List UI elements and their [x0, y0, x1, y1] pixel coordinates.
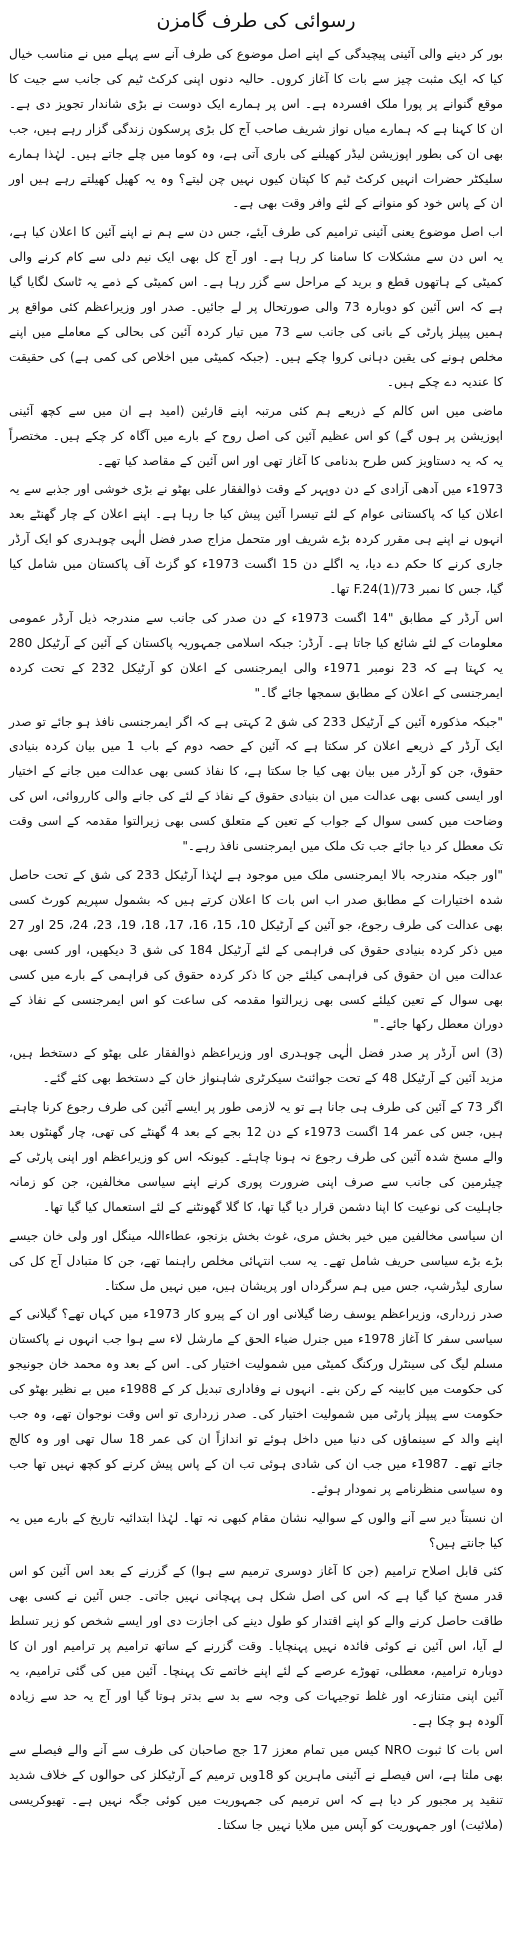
- article-paragraph: صدر زرداری، وزیراعظم یوسف رضا گیلانی اور ان کے پیرو کار 1973ء میں کہاں تھے؟ گیلانی کے سیاسی سفر کا آغاز 1978ء میں جنرل ضیاء الحق کے مارشل لاء سے ہوا جب انہوں نے پاکستان مسلم لیگ کی سینٹرل ورکنگ کمیٹی میں شمولیت اختیار کی۔ اس کے بعد وہ محمد خان جونیجو کی حکومت میں کابینہ کے رکن بنے۔ انہوں نے وفاداری تبدیل کر کے 1988ء میں بے نظیر بھٹو کی حکومت سے پیپلز پارٹی میں شمولیت اختیار کی۔ صدر زرداری تو اس وقت نوجوان تھے، وہ جب اپنے والد کے سینماؤں کی دنیا میں داخل ہوئے تو اندازاً ان کی عمر 18 سال تھی اور وہ کالج جاتے تھے۔ 1987ء میں جب ان کی شادی ہوئی تب ان کے پاس پیش کرنے کو کچھ نہیں تھا جب وہ سیاسی منظرنامے پر نمودار ہوئے۔: [9, 1307, 504, 1496]
- article-paragraph: "اور جبکہ مندرجہ بالا ایمرجنسی ملک میں موجود ہے لہٰذا آرٹیکل 233 کی شق کے تحت حاصل شدہ اختیارات کے مطابق صدر اب اس بات کا اعلان کرتے ہیں کہ بشمول سپریم کورٹ کسی بھی عدالت کی طرف رجوع، جو آئین کے آرٹیکل 10، 15، 16، 17، 18، 19، 23، 24، 25 اور 27 میں ذکر کردہ بنیادی حقوق کی فراہمی کے لئے آرٹیکل 184 کی شق 3 دیکھیں، اور کسی بھی عدالت میں ان حقوق کی فراہمی کیلئے جن کا ذکر کردہ حقوق کی فراہمی کے بارے میں کسی بھی سوال کے تعین کیلئے کسی بھی زیرالتوا مقدمہ کی ساعت کو اس ایمرجنسی کے نفاذ کے دوران معطل رکھا جائے۔": [9, 868, 503, 1032]
- article-paragraph: "جبکہ مذکورہ آئین کے آرٹیکل 233 کی شق 2 کہتی ہے کہ اگر ایمرجنسی نافذ ہو جائے تو صدر ایک آرڈر کے ذریعے اعلان کر سکتا ہے کہ آئین کے حصہ دوم کے باب 1 میں بیان کردہ بنیادی حقوق، جن کو آرڈر میں بیان بھی کیا جا سکتا ہے، کا نفاذ کسی بھی عدالت میں جانے کے اختیار اور ایسی کسی بھی عدالت میں ان بنیادی حقوق کے نفاذ کے لئے کی جانے والی کارروائی، اس کی وضاحت میں کسی سوال کے جواب کے تعین کے متعلق کسی بھی زیرالتوا مقدمہ کے اسی وقت تک معطل کر دیا جائے جب تک ملک میں ایمرجنسی نافذ رہے۔": [9, 714, 503, 854]
- article-paragraph: ماضی میں اس کالم کے ذریعے ہم کئی مرتبہ اپنے قارئین (امید ہے ان میں سے کچھ آئینی اپوزیشن پر ہوں گے) کو اس عظیم آئین کی اصل روح کے بارے میں آگاہ کر چکے ہیں۔ مختصراً یہ کہ یہ دستاویز کس طرح بدنامی کا آغاز تھی اور اس آئین کے مقاصد کیا تھے۔: [9, 403, 503, 468]
- article-paragraph: اس آرڈر کے مطابق "14 اگست 1973ء کے دن صدر کی جانب سے مندرجہ ذیل آرڈر عمومی معلومات کے لئے شائع کیا جاتا ہے۔ آرڈر: جبکہ اسلامی جمہوریہ پاکستان کے آئین کے آرٹیکل 280 یہ کہتا ہے کہ 23 نومبر 1971ء والی ایمرجنسی کے اعلان کو آرٹیکل 232 کے تحت کردہ ایمرجنسی کے اعلان کے مطابق سمجھا جائے گا۔": [9, 610, 503, 700]
- article-paragraph: کئی قابل اصلاح ترامیم (جن کا آغاز دوسری ترمیم سے ہوا) کے گزرنے کے بعد اس آئین کو اس قدر مسخ کیا گیا ہے کہ اس کی اصل شکل ہی پہچانی نہیں جاتی۔ جس آئین نے کسی بھی طاقت حاصل کرنے والے کو اپنے اقتدار کو طول دینے کی اجازت دی اور ایسے شخص کو زیر تسلط لے آیا، اس آئین نے کوئی فائدہ نہیں پہنچایا۔ وقت گزرنے کے ساتھ ترامیم پر ترامیم اور ان کا دوبارہ ترامیم، معطلی، تھوڑے عرصے کے لئے اپنے خاتمے تک پہنچا۔ آئین میں کی گئی ترامیم، یہ آئین اپنی متنازعہ اور غلط توجیہات کی وجہ سے بد سے بدتر ہوتا گیا اور آج یہ حد سے زیادہ آلودہ ہو چکا ہے۔: [9, 1564, 503, 1728]
- article-paragraph: اگر 73 کے آئین کی طرف ہی جانا ہے تو یہ لازمی طور پر ایسے آئین کی طرف رجوع کرنا چاہتے ہیں، جس کی عمر 14 اگست 1973ء کے دن 12 بجے کے بعد 4 گھنٹے کی تھی، چار گھنٹوں بعد والے مسخ شدہ آئین کی طرف رجوع نہ ہونا چاہئے۔ کیونکہ اس کو وزیراعظم اور اپنی پارٹی کے چیئرمین کی جانب سے صرف اپنی ضرورت پوری کرنے اپنے سیاسی مخالفین، جن کو زمانہ جاہلیت کی نوعیت کا اپنا دشمن قرار دیا گیا تھا، کا گلا گھونٹنے کے لئے استعمال کیا گیا تھا۔: [9, 1100, 504, 1214]
- article-body: [9, 42, 503, 1837]
- article-paragraph: ان سیاسی مخالفین میں خیر بخش مری، غوث بخش بزنجو، عطاءاللہ مینگل اور ولی خان جیسے بڑے بڑے سیاسی حریف شامل تھے۔ یہ سب انتہائی مخلص راہنما تھے، جن کا متبادل آج کل کی ساری لیڈرشپ، جس میں ہم سرگرداں اور پریشان ہیں، میں نہیں مل سکتا۔: [9, 1228, 503, 1293]
- article-paragraph: اس بات کا ثبوت NRO کیس میں تمام معزز 17 جج صاحبان کی طرف سے آنے والے فیصلے سے بھی ملتا ہے، اس فیصلے نے آئینی ماہرین کو 18ویں ترمیم کے آرٹیکلز کی حوالوں کے خلاف شدید تنقید پر مجبور کر دیا ہے کہ اس ترمیم کی جمہوریت میں کوئی جگہ نہیں ہے۔ تھیوکریسی (ملائیت) اور جمہوریت کو آپس میں ملایا نہیں جا سکتا۔: [9, 1742, 503, 1832]
- article-paragraph: 1973ء میں آدھی آزادی کے دن دوپہر کے وقت ذوالفقار علی بھٹو نے بڑی خوشی اور جذبے سے یہ اعلان کیا کہ پاکستانی عوام کے لئے تیسرا آئین پیش کیا جا رہا ہے۔ اپنے اعلان کے چار گھنٹے بعد انہوں نے اپنے ہی مقرر کردہ بڑے شریف اور متحمل مزاج صدر فضل الٰہی چوہدری کو ایک آرڈر جاری کرنے کا حکم دے دیا، یہ اگلے دن 15 اگست 1973ء کو گزٹ آف پاکستان میں شامل کیا گیا، جس کا نمبر F.24(1)/73 تھا۔: [9, 482, 503, 597]
- article-paragraph: (3) اس آرڈر پر صدر فضل الٰہی چوہدری اور وزیراعظم ذوالفقار علی بھٹو کے دستخط ہیں، مزید آئین کے آرٹیکل 48 کے تحت جوائنٹ سیکرٹری شاہنواز خان کے دستخط بھی کئے گئے۔: [9, 1046, 503, 1086]
- article-paragraph: اب اصل موضوع یعنی آئینی ترامیم کی طرف آیئے، جس دن سے ہم نے اپنے آئین کا اعلان کیا ہے، یہ اس دن سے مشکلات کا سامنا کر رہا ہے۔ اور آج کل بھی ایک نیم دلی سے کام کرنے والی کمیٹی کے ہاتھوں قطع و برید کے مراحل سے گزر رہا ہے۔ اس کمیٹی کے ذمے یہ ٹاسک لگایا گیا ہے کہ اس آئین کو دوبارہ 73 والی صورتحال پر لے جائیں۔ صدر اور وزیراعظم کئی مواقع پر ہمیں پیپلز پارٹی کے بانی کی جانب سے 73 میں تیار کردہ آئین کی بحالی کے معاملے میں اپنے مخلص ہونے کی یقین دہانی کروا چکے ہیں۔ (جبکہ کمیٹی میں اخلاص کی کمی ہے) کی حقیقت کا عندیہ دے چکے ہیں۔: [9, 225, 504, 389]
- article-paragraph: بور کر دینے والی آئینی پیچیدگی کے اپنے اصل موضوع کی طرف آنے سے پہلے میں نے مناسب خیال کیا کہ ایک مثبت چیز سے بات کا آغاز کروں۔ حالیہ دنوں اپنی کرکٹ ٹیم کی جانب سے جیت کا موقع گنوانے پر پورا ملک افسردہ ہے۔ اس پر ہمارے ایک دوست نے بڑی شاندار تجویز دی ہے۔ ان کا کہنا ہے کہ ہمارے میاں نواز شریف صاحب آج کل بڑی پرسکون زندگی گزار رہے ہیں، جب بھی ان کی بطور اپوزیشن لیڈر کھیلنے کی باری آتی ہے، وہ کوما میں چلے جاتے ہیں۔ لہٰذا ہمارے سلیکٹر حضرات انہیں کرکٹ ٹیم کا کپتان کیوں نہیں چن لیتے؟ وہ یہ کھیل کھیلتے رہے ہیں اور ان کے پاس خود کو منوانے کے لئے وافر وقت بھی ہے۔: [9, 47, 503, 211]
- article-title: رسوائی کی طرف گامزن: [156, 10, 356, 32]
- article-paragraph: ان نسبتاً دیر سے آنے والوں کے سوالیہ نشان مقام کبھی نہ تھا۔ لہٰذا ابتدائیہ تاریخ کے بارے میں یہ کیا جانتے ہیں؟: [9, 1510, 503, 1550]
